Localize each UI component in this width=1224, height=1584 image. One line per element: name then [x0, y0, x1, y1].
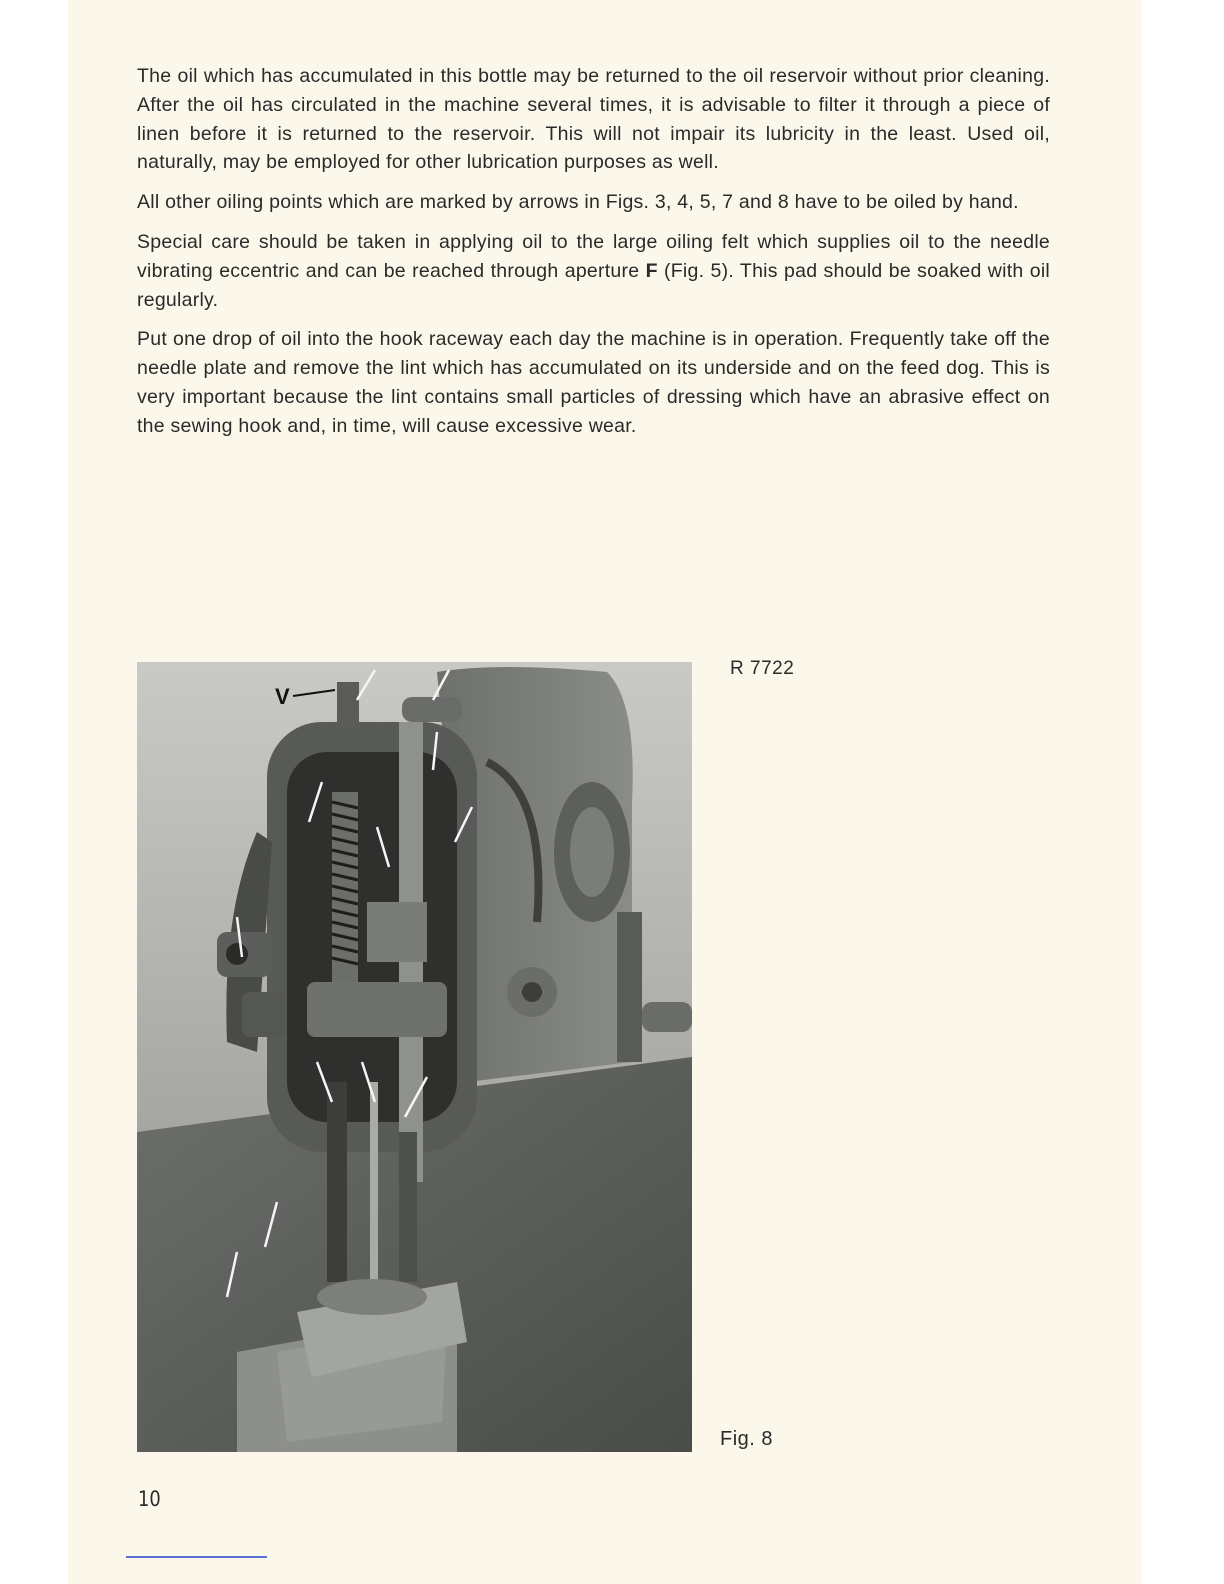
- paragraph-oiling-felt: [137, 228, 1050, 314]
- sewing-machine-photo: [137, 662, 692, 1452]
- body-text: [137, 62, 1050, 452]
- paragraph-oiling-felt-start: Special care should be taken in applying oil to the large oiling felt which supplies oil to the needle vibrating eccentric and can be reached through aperture: [137, 230, 1050, 282]
- paragraph-oiling-points: All other oiling points which are marked by arrows in Figs. 3, 4, 5, 7 and 8 have to be oiled by hand.: [137, 191, 1019, 214]
- paragraph-hook-raceway: Put one drop of oil into the hook raceway each day the machine is in operation. Frequently take off the needle plate and remove the lint which has accumulated on its underside and on the feed dog. This is very important because the lint contains small particles of dressing which have an abrasive effect on the sewing hook and, in time, will cause excessive wear.: [137, 328, 1050, 437]
- page-number: 10: [138, 1487, 161, 1511]
- figure-caption: Fig. 8: [720, 1428, 774, 1450]
- photo-reference-code: R 7722: [730, 658, 795, 679]
- paragraph-oiling-felt-end: (Fig. 5). This pad should be soaked with oil regularly.: [137, 259, 1050, 311]
- aperture-label: F: [645, 259, 658, 282]
- paragraph-oil-bottle: The oil which has accumulated in this bottle may be returned to the oil reservoir without prior cleaning. After the oil has circulated in the machine several times, it is advisable to filter it through a piece of linen before it is returned to the reservoir. This will not impair its lubricity in the least. Used oil, naturally, may be employed for other lubrication purposes as well.: [137, 65, 1050, 174]
- label-v: V: [275, 684, 290, 709]
- bottom-rule: [126, 1556, 267, 1558]
